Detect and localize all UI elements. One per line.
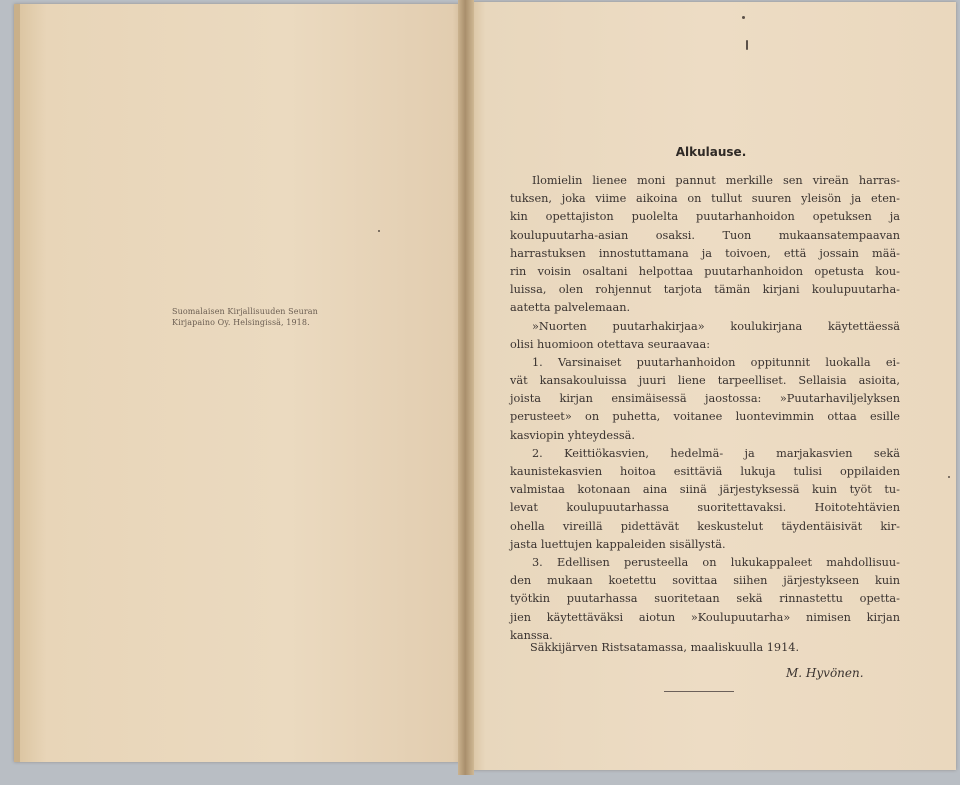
text-line: den mukaan koetettu sovittaa siihen järjestykseen kuin — [510, 574, 900, 588]
text-line: harrastuksen innostuttamana ja toivoen, että jossain mää- — [510, 246, 900, 260]
ink-speck — [742, 16, 745, 19]
text-line: 3. Edellisen perusteella on lukukappaleet mahdollisuu- — [532, 555, 900, 569]
text-line: luissa, olen rohjennut tarjota tämän kirjani koulupuutarha- — [510, 283, 900, 297]
text-line: joista kirjan ensimäisessä jaostossa: »Puutarhaviljelyksen — [510, 392, 900, 406]
text-line: perusteet» on puhetta, voitanee luontevimmin ottaa esille — [510, 410, 900, 424]
author-signature: M. Hyvönen. — [786, 666, 864, 680]
text-line: levat koulupuutarhassa suoritettavaksi. Hoitotehtävien — [510, 501, 900, 515]
text-line: kaunistekasvien hoitoa esittäviä lukuja tulisi oppilaiden — [510, 465, 900, 478]
text-line: kasviopin yhteydessä. — [510, 428, 635, 442]
printer-imprint — [172, 306, 332, 328]
text-line: valmistaa kotonaan aina siinä järjestyksessä kuin työt tu- — [510, 483, 900, 497]
text-line: 1. Varsinaiset puutarhanhoidon oppitunnit luokalla ei- — [532, 355, 900, 369]
imprint-line-2: Kirjapaino Oy. Helsingissä, 1918. — [172, 318, 310, 327]
text-line: vät kansakouluissa juuri liene tarpeelliset. Sellaisia asioita, — [510, 374, 900, 388]
preface-text — [510, 172, 900, 645]
text-line: ohella vireillä pidettävät keskustelut täydentäisivät kir- — [510, 519, 900, 533]
ink-speck — [948, 476, 950, 478]
closing-rule — [664, 691, 734, 692]
text-line: »Nuorten puutarhakirjaa» koulukirjana käytettäessä — [532, 319, 900, 333]
imprint-line-1: Suomalaisen Kirjallisuuden Seuran — [172, 307, 318, 316]
left-page — [14, 4, 466, 762]
text-line: tuksen, joka viime aikoina on tullut suuren yleisön ja eten- — [510, 192, 900, 206]
text-line: aatetta palvelemaan. — [510, 301, 631, 315]
page-title: Alkulause. — [675, 145, 747, 159]
text-line: olisi huomioon otettava seuraavaa: — [510, 337, 711, 351]
ink-speck — [378, 230, 380, 232]
text-line: Ilomielin lienee moni pannut merkille sen vireän harras- — [532, 174, 900, 187]
text-line: työtkin puutarhassa suoritetaan sekä rinnastettu opetta- — [510, 592, 900, 606]
book-gutter — [458, 0, 474, 775]
ink-speck — [746, 40, 748, 50]
place-date-line: Säkkijärven Ristsatamassa, maaliskuulla 1914. — [530, 641, 800, 654]
text-line: kin opettajiston puolelta puutarhanhoidon opetuksen ja — [510, 210, 900, 224]
text-line: 2. Keittiökasvien, hedelmä- ja marjakasvien sekä — [532, 446, 900, 460]
text-line: rin voisin osaltani helpottaa puutarhanhoidon opetusta kou- — [510, 264, 900, 278]
text-line: kanssa. — [510, 628, 553, 642]
text-line: koulupuutarha-asian osaksi. Tuon mukaansatempaavan — [510, 228, 900, 242]
text-line: jasta luettujen kappaleiden sisällystä. — [510, 537, 726, 551]
text-line: jien käytettäväksi aiotun »Koulupuutarha» nimisen kirjan — [510, 610, 900, 624]
